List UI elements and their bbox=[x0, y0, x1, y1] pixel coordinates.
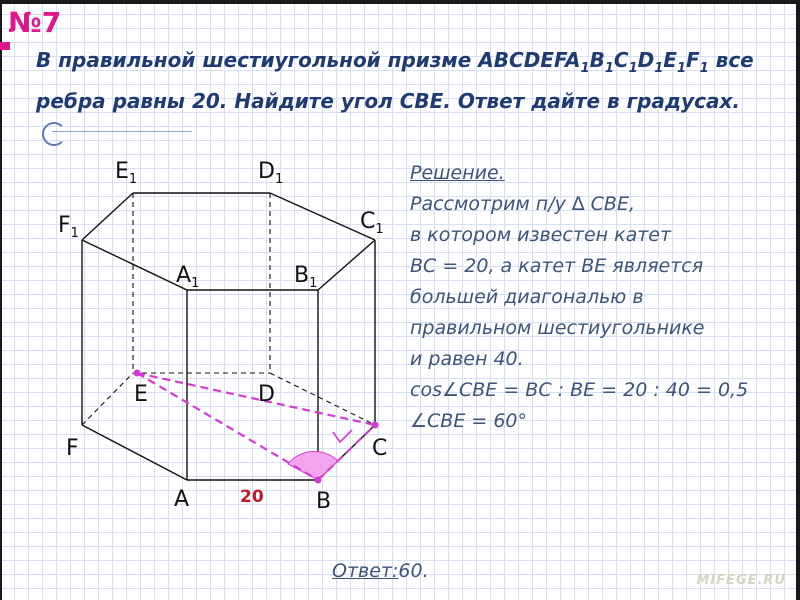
answer-label: Ответ: bbox=[332, 560, 399, 582]
problem-letter: D bbox=[637, 48, 655, 72]
subscript: 1 bbox=[654, 61, 664, 76]
solution-line: большей диагональю в bbox=[410, 286, 644, 308]
label-f: F bbox=[66, 436, 79, 461]
problem-letter: E bbox=[663, 48, 677, 72]
edge-length-label: 20 bbox=[240, 487, 264, 507]
label-c1: $C_1$ bbox=[360, 209, 384, 237]
label-c: C bbox=[372, 436, 388, 461]
right-angle-marker bbox=[333, 430, 352, 442]
answer-value: 60. bbox=[398, 560, 429, 582]
point-e bbox=[134, 370, 141, 377]
watermark-logo: MIFEGE.RU bbox=[696, 573, 786, 588]
label-f1: $F_1$ bbox=[58, 213, 79, 241]
answer bbox=[332, 560, 429, 582]
segment-ec bbox=[137, 373, 375, 425]
solution-line: Рассмотрим п/у ∆ CBE, bbox=[410, 193, 636, 215]
subscript: 1 bbox=[628, 61, 638, 76]
edge-a1f1 bbox=[82, 240, 187, 290]
solution-line: ∠CBE = 60° bbox=[410, 410, 528, 432]
edge-fa bbox=[82, 425, 187, 480]
label-b: B bbox=[316, 489, 332, 514]
hidden-edges bbox=[82, 193, 375, 425]
problem-number: №7 bbox=[8, 6, 62, 39]
subscript: 1 bbox=[676, 61, 686, 76]
label-b1: $B_1$ bbox=[294, 263, 318, 291]
label-a1: $A_1$ bbox=[176, 263, 200, 291]
subscript: 1 bbox=[699, 61, 709, 76]
subscript: 1 bbox=[580, 61, 590, 76]
point-b bbox=[315, 477, 322, 484]
edge-fe bbox=[82, 373, 133, 425]
problem-letter: C bbox=[613, 48, 629, 72]
solution-line: BC = 20, а катет BE является bbox=[410, 255, 704, 277]
problem-text-2: ребра равны 20. Найдите угол CBE. Ответ дайте в градусах. bbox=[36, 89, 740, 113]
solution-line: правильном шестиугольнике bbox=[410, 317, 705, 339]
solution-line: cos∠CBE = BC : BE = 20 : 40 = 0,5 bbox=[410, 379, 749, 401]
subscript: 1 bbox=[604, 61, 614, 76]
bottom-visible bbox=[82, 425, 375, 480]
lateral-edges bbox=[82, 240, 375, 480]
triangle-cbe bbox=[137, 373, 375, 480]
problem-text-end: все bbox=[708, 48, 754, 72]
label-d: D bbox=[258, 382, 275, 407]
top-face bbox=[82, 193, 375, 290]
edge-c1b1 bbox=[318, 240, 375, 290]
edge-dc bbox=[270, 373, 375, 425]
label-d1: $D_1$ bbox=[258, 159, 284, 187]
problem-text-1: В правильной шестиугольной призме ABCDEFA bbox=[36, 48, 581, 72]
solution-line: в котором известен катет bbox=[410, 224, 672, 246]
solution-line: и равен 40. bbox=[410, 348, 524, 370]
problem-letter: B bbox=[589, 48, 605, 72]
label-e1: $E_1$ bbox=[115, 159, 138, 187]
label-e: E bbox=[134, 382, 148, 407]
point-c bbox=[372, 422, 379, 429]
solution-heading: Решение. bbox=[410, 162, 505, 184]
label-a: A bbox=[174, 487, 190, 512]
solution-block bbox=[410, 158, 790, 437]
edge-f1e1 bbox=[82, 193, 133, 240]
problem-letter: F bbox=[685, 48, 700, 72]
